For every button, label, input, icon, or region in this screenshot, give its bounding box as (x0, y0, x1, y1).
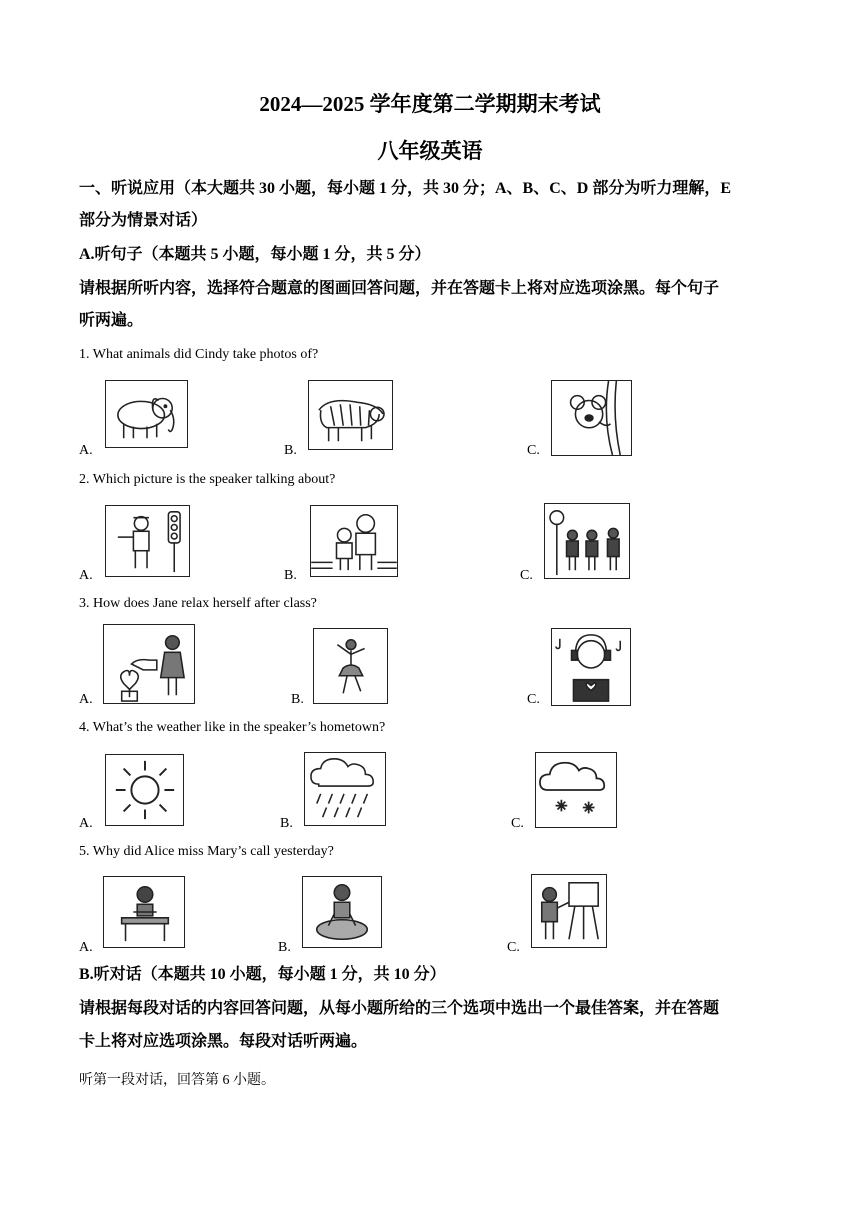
q2-option-a[interactable]: A. (79, 568, 93, 583)
page-subtitle: 八年级英语 (377, 139, 483, 163)
q4-option-c[interactable]: C. (511, 816, 524, 831)
police-traffic-light-picture (105, 505, 190, 577)
q1-option-c[interactable]: C. (527, 443, 540, 458)
tiger-picture (308, 380, 393, 450)
listening-music-picture (551, 628, 631, 706)
q4-option-b[interactable]: B. (280, 816, 293, 831)
question-3: 3. How does Jane relax herself after class? (79, 596, 317, 611)
part-b-instruction-line1: 请根据每段对话的内容回答问题，从每小题所给的三个选项中选出一个最佳答案，并在答题 (79, 1000, 720, 1017)
q2-option-b[interactable]: B. (284, 568, 297, 583)
koala-picture (551, 380, 632, 456)
crossing-street-picture (310, 505, 398, 577)
part-a-heading: A.听句子（本题共 5 小题，每小题 1 分，共 5 分） (79, 246, 431, 263)
q4-option-a[interactable]: A. (79, 816, 93, 831)
q5-option-c[interactable]: C. (507, 940, 520, 955)
question-2: 2. Which picture is the speaker talking about? (79, 472, 336, 487)
dialogue-note: 听第一段对话，回答第 6 小题。 (79, 1073, 275, 1088)
q3-option-b[interactable]: B. (291, 692, 304, 707)
section-heading-line2: 部分为情景对话） (79, 212, 208, 229)
dancing-picture (313, 628, 388, 704)
rainy-picture (304, 752, 386, 826)
section-heading-line1: 一、听说应用（本大题共 30 小题，每小题 1 分，共 30 分；A、B、C、D 部分为听力理解，E (79, 180, 732, 197)
q3-option-a[interactable]: A. (79, 692, 93, 707)
painting-picture (531, 874, 607, 948)
q5-option-b[interactable]: B. (278, 940, 291, 955)
watering-flowers-picture (103, 624, 195, 704)
bus-stop-queue-picture (544, 503, 630, 579)
elephant-picture (105, 380, 188, 448)
q5-option-a[interactable]: A. (79, 940, 93, 955)
part-a-instruction-line1: 请根据所听内容，选择符合题意的图画回答问题，并在答题卡上将对应选项涂黑。每个句子 (79, 280, 720, 297)
q3-option-c[interactable]: C. (527, 692, 540, 707)
sunny-picture (105, 754, 184, 826)
part-a-instruction-line2: 听两遍。 (79, 312, 144, 329)
studying-picture (103, 876, 185, 948)
q1-option-b[interactable]: B. (284, 443, 297, 458)
page-title: 2024—2025 学年度第二学期期末考试 (259, 92, 601, 116)
q1-option-a[interactable]: A. (79, 443, 93, 458)
question-5: 5. Why did Alice miss Mary’s call yesterday? (79, 844, 334, 859)
part-b-heading: B.听对话（本题共 10 小题，每小题 1 分，共 10 分） (79, 966, 446, 983)
part-b-instruction-line2: 卡上将对应选项涂黑。每段对话听两遍。 (79, 1033, 368, 1050)
washing-clothes-picture (302, 876, 382, 948)
question-4: 4. What’s the weather like in the speaker’s hometown? (79, 720, 386, 735)
question-1: 1. What animals did Cindy take photos of? (79, 347, 319, 362)
q2-option-c[interactable]: C. (520, 568, 533, 583)
snowy-picture (535, 752, 617, 828)
